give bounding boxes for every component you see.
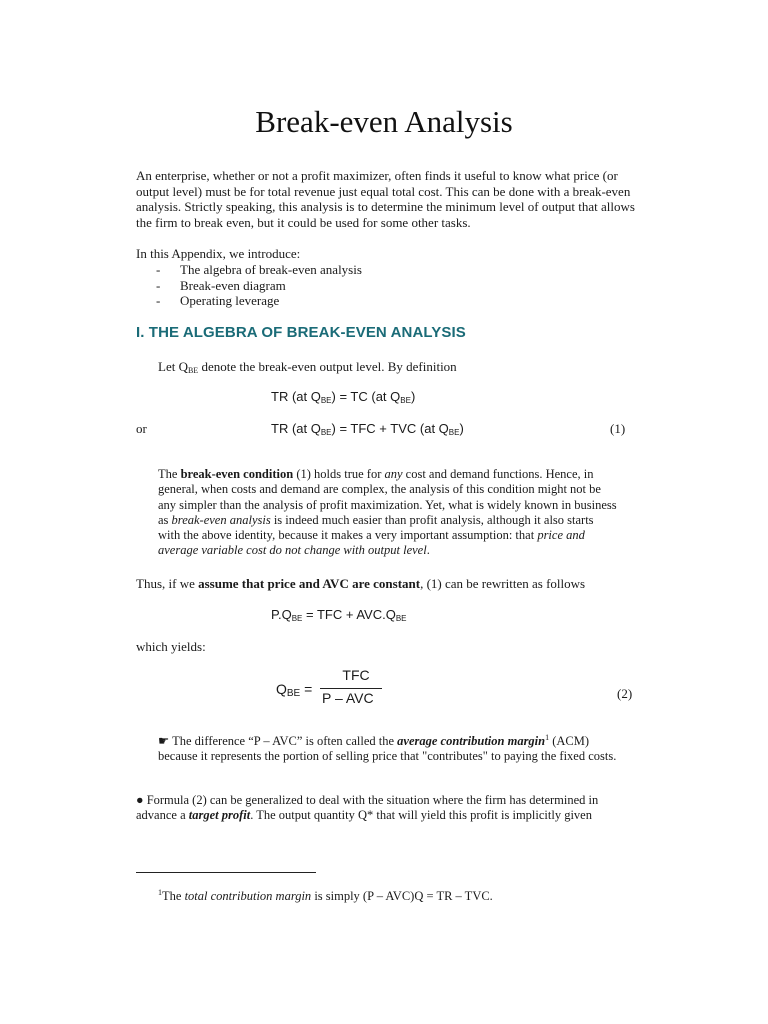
text-run: = [300,681,313,697]
subscript: BE [320,428,332,437]
text-run: P.Q [271,607,292,622]
text-run: The [158,467,181,481]
subscript: BE [291,614,303,623]
subscript: BE [448,428,460,437]
italic-term: total contribution margin [184,889,312,904]
equation-number: (2) [617,686,633,701]
list-dash: - [156,262,161,277]
definition-line [158,359,457,378]
bold-term: break-even condition [180,467,294,481]
footnote-divider [136,872,316,873]
formula-note [136,793,636,824]
section-heading: I. THE ALGEBRA OF BREAK-EVEN ANALYSIS [136,324,466,341]
acm-note [158,730,618,765]
fraction-denominator: P – AVC [322,690,374,706]
text-run: ) [410,389,416,404]
text-run: is simply (P – AVC)Q = TR – TVC. [311,889,493,904]
text-run: Q [276,681,287,697]
italic-term: break-even analysis [171,512,271,527]
text-run: Formula (2) can be generalized to deal with the situation where the firm has determined in advance a [136,793,599,823]
list-item [156,293,362,309]
equation-1 [271,421,464,440]
text-run: ) = TFC + TVC (at Q [331,421,449,436]
appendix-intro: In this Appendix, we introduce: [136,246,301,261]
list-item-label: The algebra of break-even analysis [180,262,362,277]
subscript: BE [187,366,199,375]
text-run: Let Q [158,359,188,374]
bullet-icon: ● [136,793,144,807]
appendix-list [156,262,362,309]
footnote [158,888,493,904]
footnote-marker: 1 [545,733,550,742]
equation-number: (1) [610,421,626,436]
equation-rewritten [271,607,407,626]
text-run: is indeed much easier than profit analysis, although it also starts with the above identity, because it makes a very important assumption: that [158,512,594,543]
or-label: or [136,421,147,436]
bold-term: assume that price and AVC are constant [198,576,421,591]
list-item-label: Operating leverage [180,293,280,308]
italic-term: price and average variable cost do not change with output level [158,528,585,558]
subscript: BE [286,688,301,699]
bold-italic-term: target profit [188,808,251,823]
subscript: BE [395,614,407,623]
bold-italic-term: average contribution margin [397,734,546,749]
italic-term: any [384,467,403,481]
subscript: BE [320,396,332,405]
assumption-line [136,576,585,591]
footnote-marker: 1 [158,888,162,897]
text-run: cost and demand functions. Hence, in general, when costs and demand are complex, the analysis of this condition might not be any simpler than the analysis of profit maximization. Yet, what is widely known in business as [158,467,617,527]
list-item [156,278,362,294]
equation-lhs [276,681,312,699]
text-run: denote the break-even output level. By definition [198,359,457,374]
list-dash: - [156,293,161,308]
condition-paragraph [158,467,618,559]
intro-paragraph: An enterprise, whether or not a profit maximizer, often finds it useful to know what price (or output level) must be for total revenue just equal total cost. This can be done with a break-even analysis. Strictly speaking, this analysis is to determine the minimum level of output that allows the firm to break even, but it could be used for some other tasks. [136,168,635,230]
fraction-bar [320,688,382,689]
fraction-numerator: TFC [342,667,370,683]
text-run: The difference “P – AVC” is often called the [169,734,398,749]
equation-identity [271,389,415,408]
text-run: = TFC + AVC.Q [302,607,396,622]
text-run: . The output quantity Q* that will yield this profit is implicitly given [250,808,592,823]
text-run: ) [459,421,464,436]
text-run: . [426,543,430,558]
which-yields-line: which yields: [136,639,206,654]
text-run: , (1) can be rewritten as follows [420,576,586,591]
text-run: (ACM) because it represents the portion of selling price that "contributes" to paying the fixed costs. [158,734,617,764]
text-run: (1) holds true for [293,467,385,481]
list-dash: - [156,277,161,293]
list-item [156,262,362,278]
subscript: BE [400,396,411,405]
text-run: The [162,889,185,904]
text-run: Thus, if we [136,576,199,591]
text-run: TR (at Q [271,421,321,436]
page-title: Break-even Analysis [255,104,513,139]
text-run: TR (at Q [271,389,321,404]
text-run: ) = TC (at Q [331,389,401,404]
pointing-hand-icon: ☛ [158,734,170,749]
list-item-label: Break-even diagram [180,277,286,293]
